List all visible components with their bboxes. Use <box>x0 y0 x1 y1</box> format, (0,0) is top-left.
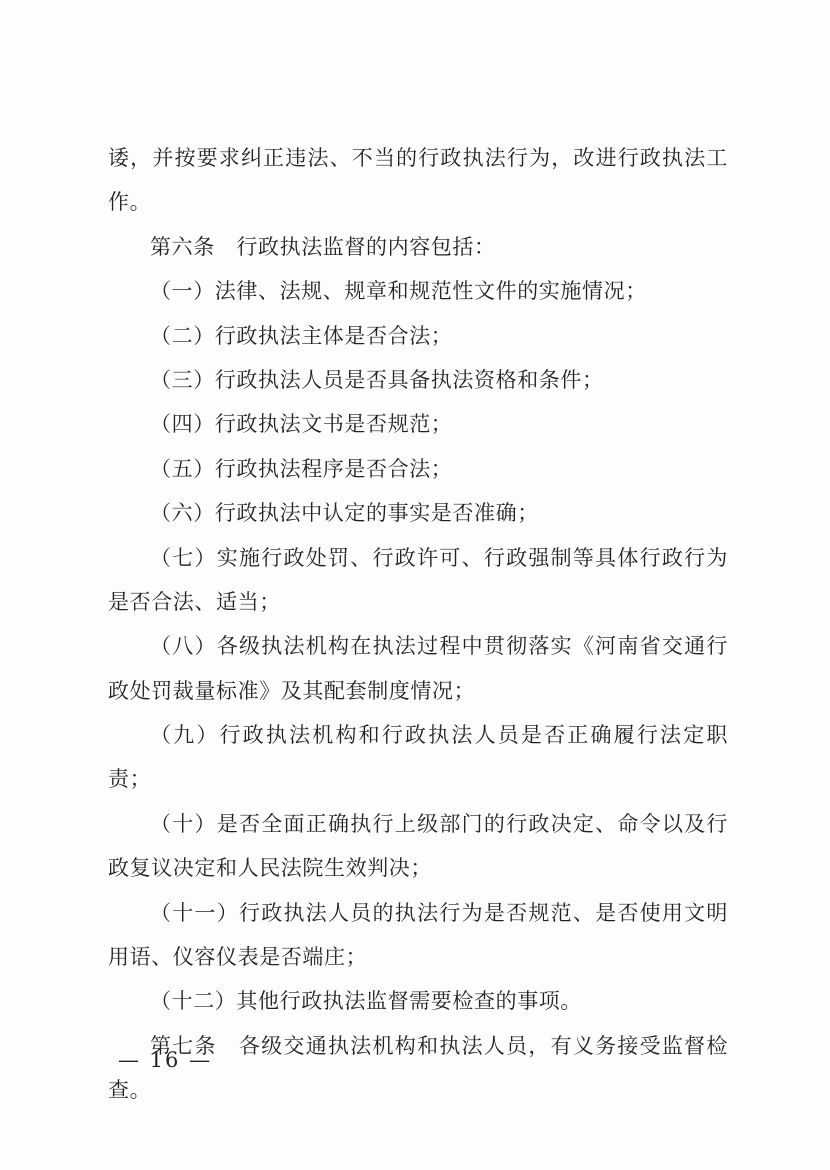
list-item: （十）是否全面正确执行上级部门的行政决定、命令以及行 <box>150 811 728 836</box>
list-item: （七）实施行政处罚、行政许可、行政强制等具体行政行为 <box>150 545 728 570</box>
text-line: 作。 <box>108 190 152 215</box>
list-item: （六）行政执法中认定的事实是否准确； <box>150 501 539 526</box>
list-item-continuation: 责； <box>108 767 152 792</box>
list-item: （十二）其他行政执法监督需要检查的事项。 <box>150 989 582 1014</box>
list-item-continuation: 是否合法、适当； <box>108 589 281 614</box>
list-item: （十一）行政执法人员的执法行为是否规范、是否使用文明 <box>150 900 728 925</box>
list-item: （八）各级执法机构在执法过程中贯彻落实《河南省交通行 <box>150 634 728 659</box>
list-item: （九）行政执法机构和行政执法人员是否正确履行法定职 <box>150 723 728 748</box>
list-item-continuation: 用语、仪容仪表是否端庄； <box>108 945 368 970</box>
page-number: — 16 — <box>118 1048 213 1072</box>
article-heading: 第七条 各级交通执法机构和执法人员，有义务接受监督检 <box>150 1033 728 1058</box>
list-item: （二）行政执法主体是否合法； <box>150 323 453 348</box>
article-heading: 第六条 行政执法监督的内容包括： <box>150 234 496 259</box>
text-line: 诿，并按要求纠正违法、不当的行政执法行为，改进行政执法工 <box>108 146 728 170</box>
list-item-continuation: 政处罚裁量标准》及其配套制度情况； <box>108 678 476 703</box>
list-item-continuation: 政复议决定和人民法院生效判决； <box>108 856 432 881</box>
list-item: （三）行政执法人员是否具备执法资格和条件； <box>150 367 604 392</box>
list-item: （四）行政执法文书是否规范； <box>150 412 453 437</box>
body-text <box>108 146 728 1123</box>
list-item: （五）行政执法程序是否合法； <box>150 456 453 481</box>
text-line: 查。 <box>108 1078 152 1103</box>
list-item: （一）法律、法规、规章和规范性文件的实施情况； <box>150 279 647 304</box>
